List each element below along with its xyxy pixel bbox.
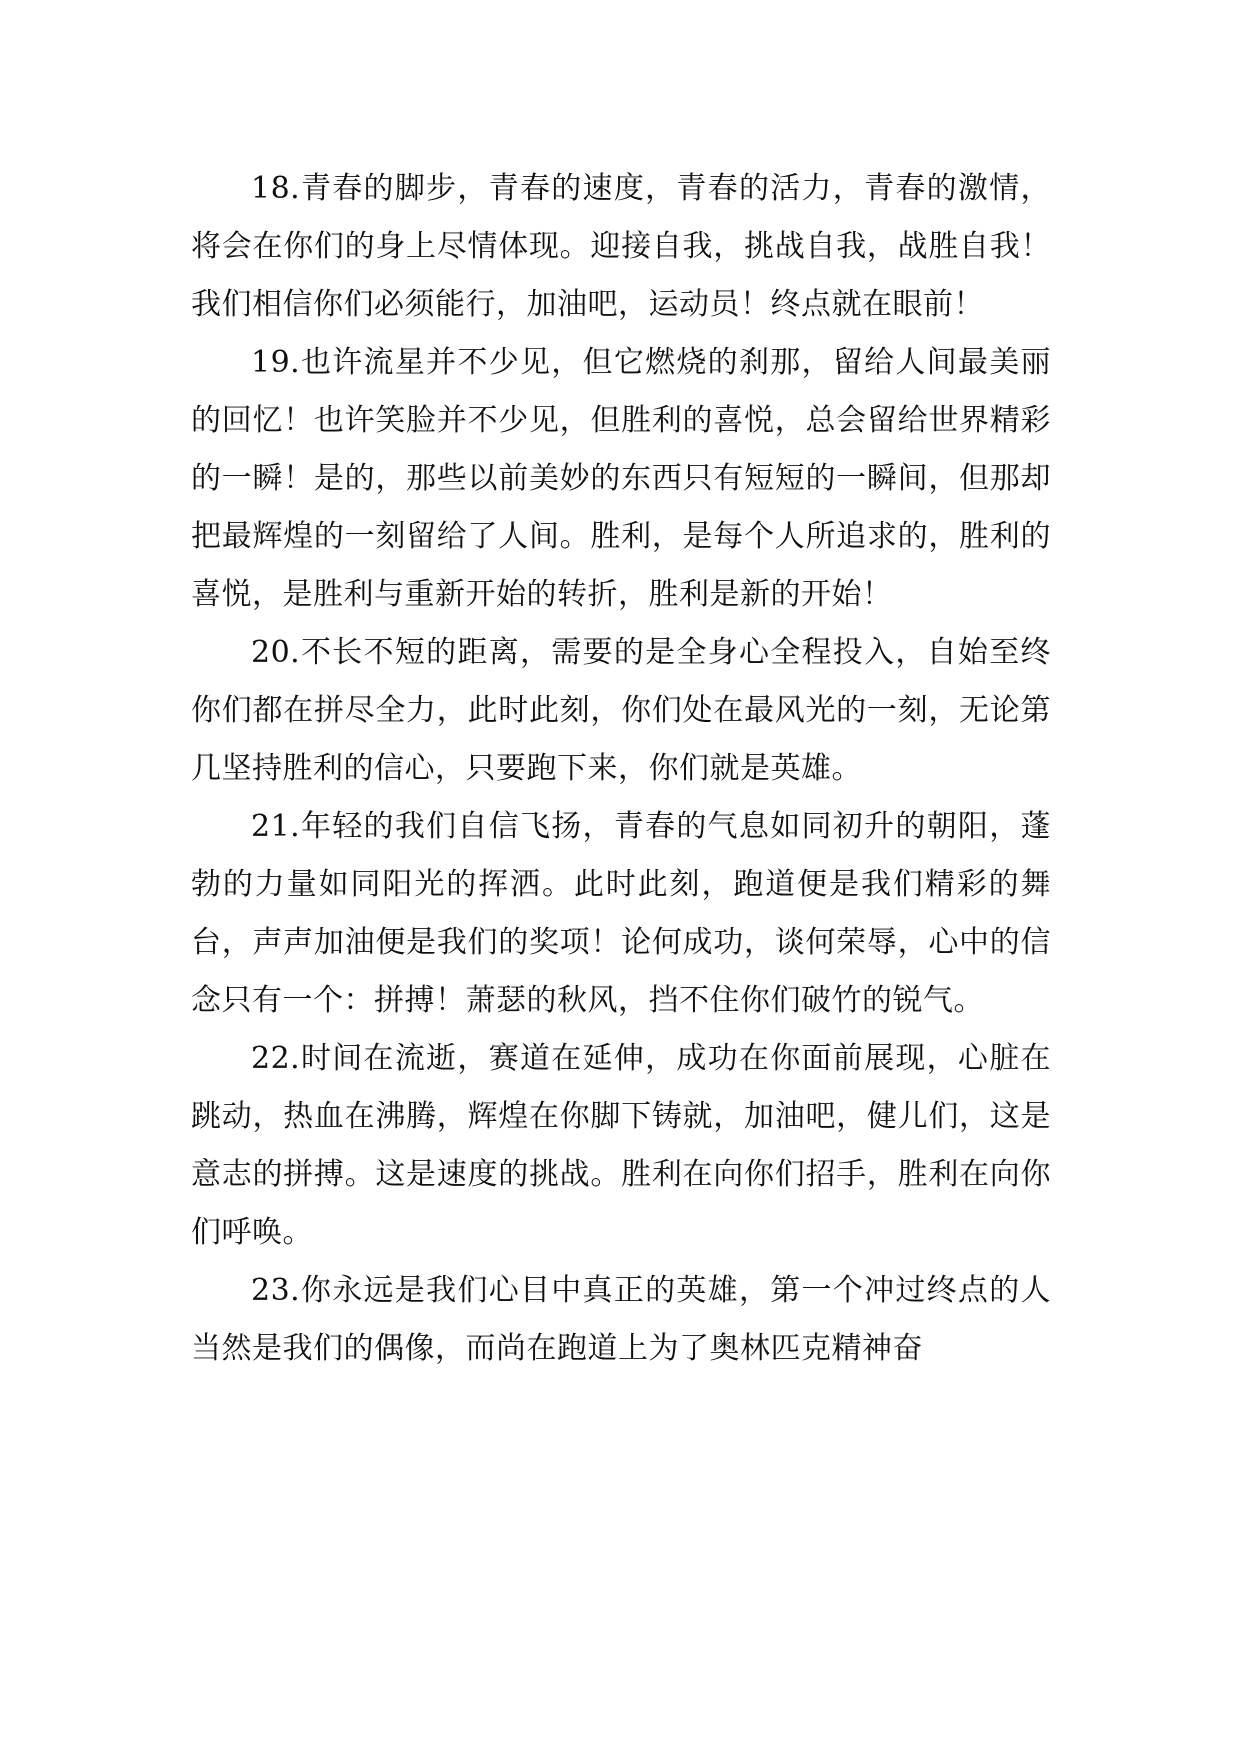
paragraph-22: 22.时间在流逝，赛道在延伸，成功在你面前展现，心脏在跳动，热血在沸腾，辉煌在你脚下铸就，加油吧，健儿们，这是意志的拼搏。这是速度的挑战。胜利在向你们招手，胜利在向你们呼唤。 — [191, 1041, 1051, 1250]
paragraph-20: 20.不长不短的距离，需要的是全身心全程投入，自始至终你们都在拼尽全力，此时此刻，你们处在最风光的一刻，无论第几坚持胜利的信心，只要跑下来，你们就是英雄。 — [191, 635, 1051, 786]
paragraph-18: 18.青春的脚步，青春的速度，青春的活力，青春的激情，将会在你们的身上尽情体现。迎接自我，挑战自我，战胜自我！我们相信你们必须能行，加油吧，运动员！终点就在眼前！ — [191, 171, 1051, 322]
document-body — [191, 160, 1051, 1378]
paragraph-21: 21.年轻的我们自信飞扬，青春的气息如同初升的朝阳，蓬勃的力量如同阳光的挥洒。此时此刻，跑道便是我们精彩的舞台，声声加油便是我们的奖项！论何成功，谈何荣辱，心中的信念只有一个：拼搏！萧瑟的秋风，挡不住你们破竹的锐气。 — [191, 809, 1051, 1018]
paragraph-19: 19.也许流星并不少见，但它燃烧的刹那，留给人间最美丽的回忆！也许笑脸并不少见，但胜利的喜悦，总会留给世界精彩的一瞬！是的，那些以前美妙的东西只有短短的一瞬间，但那却把最辉煌的一刻留给了人间。胜利，是每个人所追求的，胜利的喜悦，是胜利与重新开始的转折，胜利是新的开始！ — [191, 345, 1051, 612]
paragraph-23: 23.你永远是我们心目中真正的英雄，第一个冲过终点的人当然是我们的偶像，而尚在跑道上为了奥林匹克精神奋 — [191, 1273, 1051, 1366]
